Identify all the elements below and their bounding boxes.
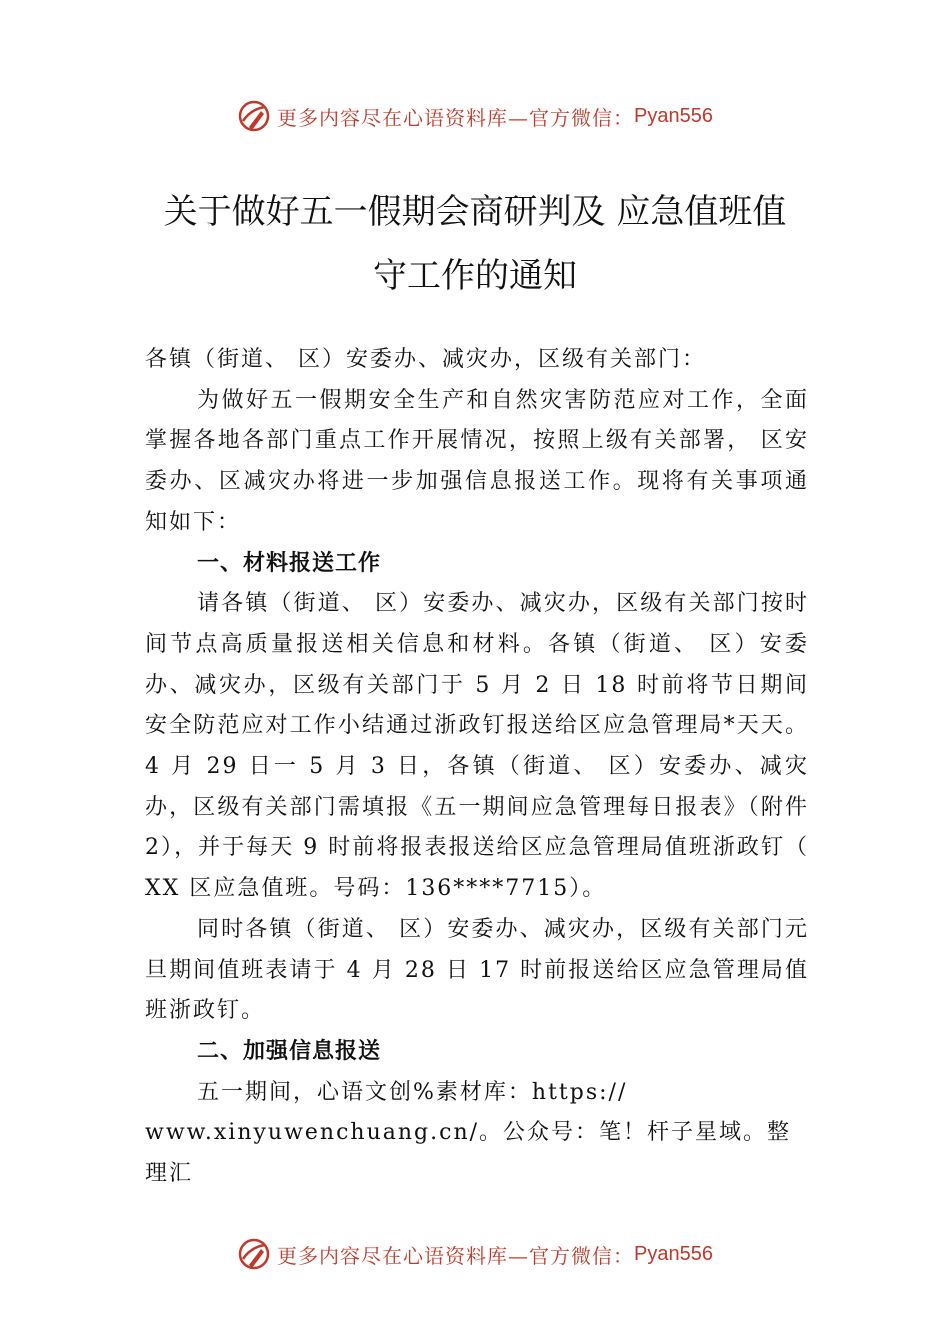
pen-logo-icon xyxy=(237,99,271,133)
intro-paragraph: 为做好五一假期安全生产和自然灾害防范应对工作，全面掌握各地各部门重点工作开展情况，按照上级有关部署， 区安委办、区减灾办将进一步加强信息报送工作。现将有关事项通知如下： xyxy=(145,387,809,535)
banner-wechat-id: Pyan556 xyxy=(634,1242,713,1265)
header-watermark-banner xyxy=(0,96,950,136)
footer-watermark-banner xyxy=(0,1234,950,1274)
section-2-heading: 二、加强信息报送 xyxy=(197,1038,382,1064)
section-1-paragraph-1: 请各镇（街道、 区）安委办、减灾办，区级有关部门按时间节点高质量报送相关信息和材料。各镇（街道、 区）安委办、减灾办，区级有关部门于 5 月 2 日 18 时前将节日期间安全防范应对工作小结通过浙政钉报送给区应急管理局*天天。4 月 29 日一 5 月 3 日，各镇（街道、 区）安委办、减灾办，区级有关部门需填报《五一期间应急管理每日报表》（附件 2），并于每天 9 时前将报表报送给区应急管理局值班浙政钉（ XX 区应急值班。号码：136****7715）。 xyxy=(145,591,809,902)
salutation: 各镇（街道、 区）安委办、减灾办，区级有关部门： xyxy=(145,347,706,372)
title-line-1: 关于做好五一假期会商研判及 应急值班值 xyxy=(163,192,787,232)
section-2-paragraph-line-1: 五一期间，心语文创%素材库：https:// xyxy=(197,1079,628,1105)
banner-text: 更多内容尽在心语资料库—官方微信： xyxy=(277,105,635,130)
section-2-paragraph-line-2: www.xinyuwenchuang.cn/。公众号：笔！杆子星域。整理汇 xyxy=(145,1120,792,1187)
section-1-paragraph-2: 同时各镇（街道、 区）安委办、减灾办，区级有关部门元旦期间值班表请于 4 月 28 日 17 时前报送给区应急管理局值班浙政钉。 xyxy=(145,916,809,1024)
document-title xyxy=(100,180,850,308)
section-1-heading: 一、材料报送工作 xyxy=(197,550,382,576)
document-body xyxy=(145,340,809,1195)
title-line-2: 守工作的通知 xyxy=(373,256,577,296)
banner-text: 更多内容尽在心语资料库—官方微信： xyxy=(277,1243,635,1268)
pen-logo-icon xyxy=(237,1237,271,1271)
banner-wechat-id: Pyan556 xyxy=(634,104,713,127)
